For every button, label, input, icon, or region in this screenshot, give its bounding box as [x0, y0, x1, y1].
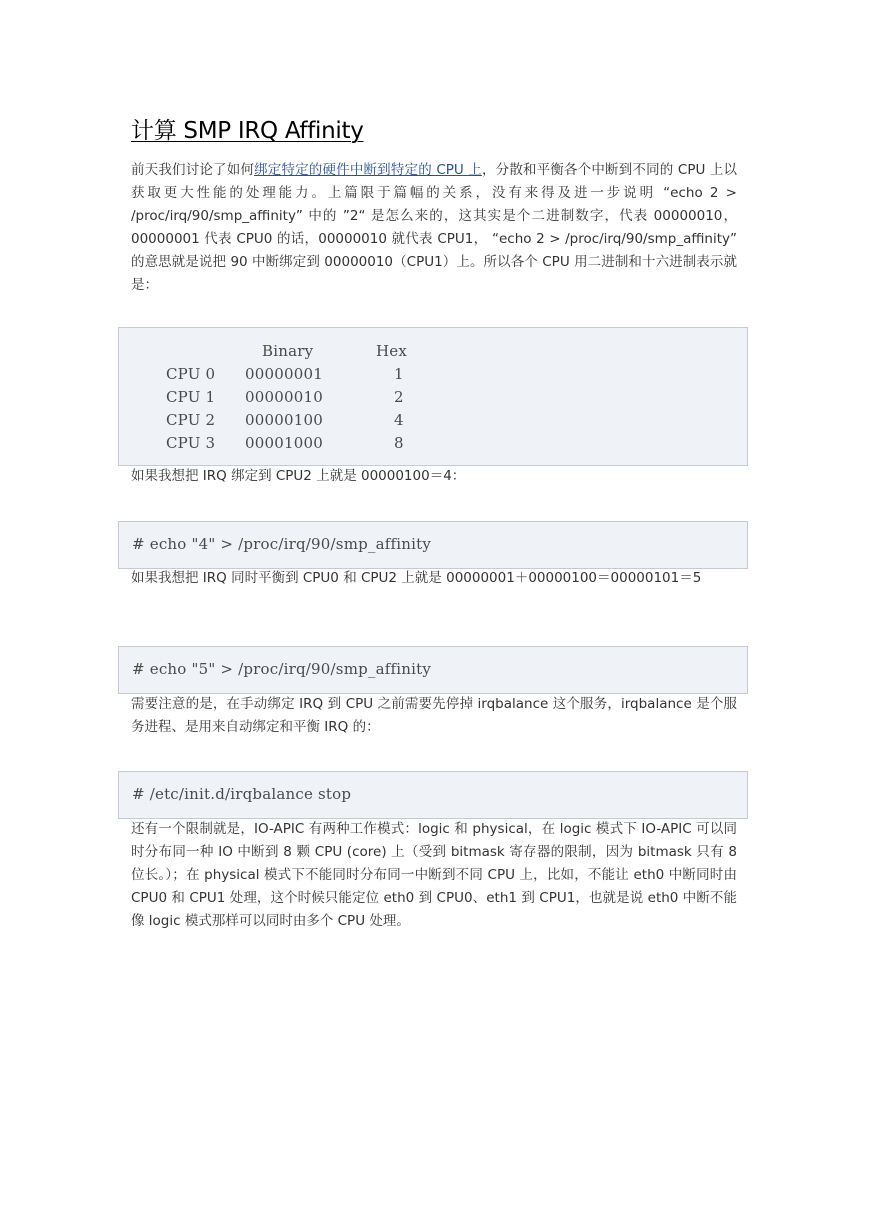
intro-text-after-link: ，分散和平衡各个中断到不同的 CPU 上以获取更大性能的处理能力。上篇限于篇幅的关系，没有来得及进一步说明 “echo 2 > /proc/irq/90/smp_affinity” 中的 ”2“ 是怎么来的，这其实是个二进制数字，代表 00000010，00000001 代表 CPU0 的话，00000010 就代表 CPU1， “echo 2 > /proc/irq/90/smp_affinity” 的意思就是说把 90 中断绑定到 00000010（CPU1）上。所以各个 CPU 用二进制和十六进制表示就是： — [131, 162, 738, 293]
intro-paragraph — [131, 159, 737, 297]
io-apic-limit-paragraph: 还有一个限制就是，IO-APIC 有两种工作模式：logic 和 physical，在 logic 模式下 IO-APIC 可以同时分布同一种 IO 中断到 8 颗 CPU (core) 上（受到 bitmask 寄存器的限制，因为 bitmask 只有 8 位长。）；在 physical 模式下不能同时分布同一中断到不同 CPU 上，比如，不能让 eth0 中断同时由 CPU0 和 CPU1 处理，这个时候只能定位 eth0 到 CPU0、eth1 到 CPU1，也就是说 eth0 中断不能像 logic 模式那样可以同时由多个 CPU 处理。 — [131, 821, 737, 929]
echo-5-command: # echo "5" > /proc/irq/90/smp_affinity — [132, 660, 432, 678]
hex-column-header: Hex — [376, 342, 408, 360]
irqbalance-paragraph: 需要注意的是，在手动绑定 IRQ 到 CPU 之前需要先停掉 irqbalance 这个服务，irqbalance 是个服务进程、是用来自动绑定和平衡 IRQ 的： — [131, 696, 737, 735]
hex-value: 2 — [394, 388, 404, 406]
cpu2-paragraph: 如果我想把 IRQ 绑定到 CPU2 上就是 00000100＝4： — [131, 468, 466, 484]
binary-value: 00000001 — [245, 365, 323, 383]
binary-value: 00000100 — [245, 411, 323, 429]
article-title: 计算 SMP IRQ Affinity — [131, 118, 364, 144]
binary-value: 00001000 — [245, 434, 323, 452]
binary-value: 00000010 — [245, 388, 323, 406]
intro-text-before-link: 前天我们讨论了如何 — [131, 162, 255, 178]
bind-irq-article-link[interactable]: 绑定特定的硬件中断到特定的 CPU 上 — [254, 162, 482, 178]
cpu-label: CPU 1 — [166, 388, 216, 406]
binary-column-header: Binary — [262, 342, 314, 360]
code-block-irqbalance-stop — [118, 771, 748, 819]
balance-paragraph: 如果我想把 IRQ 同时平衡到 CPU0 和 CPU2 上就是 00000001＋00000100＝00000101＝5 — [131, 570, 702, 586]
code-block-echo-4 — [118, 521, 748, 569]
echo-4-command: # echo "4" > /proc/irq/90/smp_affinity — [132, 535, 432, 553]
hex-value: 4 — [394, 411, 404, 429]
cpu-binary-hex-table — [118, 327, 748, 466]
cpu-label: CPU 0 — [166, 365, 216, 383]
irqbalance-stop-command: # /etc/init.d/irqbalance stop — [132, 785, 352, 803]
cpu-label: CPU 3 — [166, 434, 216, 452]
code-block-echo-5 — [118, 646, 748, 694]
hex-value: 8 — [394, 434, 404, 452]
hex-value: 1 — [394, 365, 404, 383]
cpu-label: CPU 2 — [166, 411, 216, 429]
